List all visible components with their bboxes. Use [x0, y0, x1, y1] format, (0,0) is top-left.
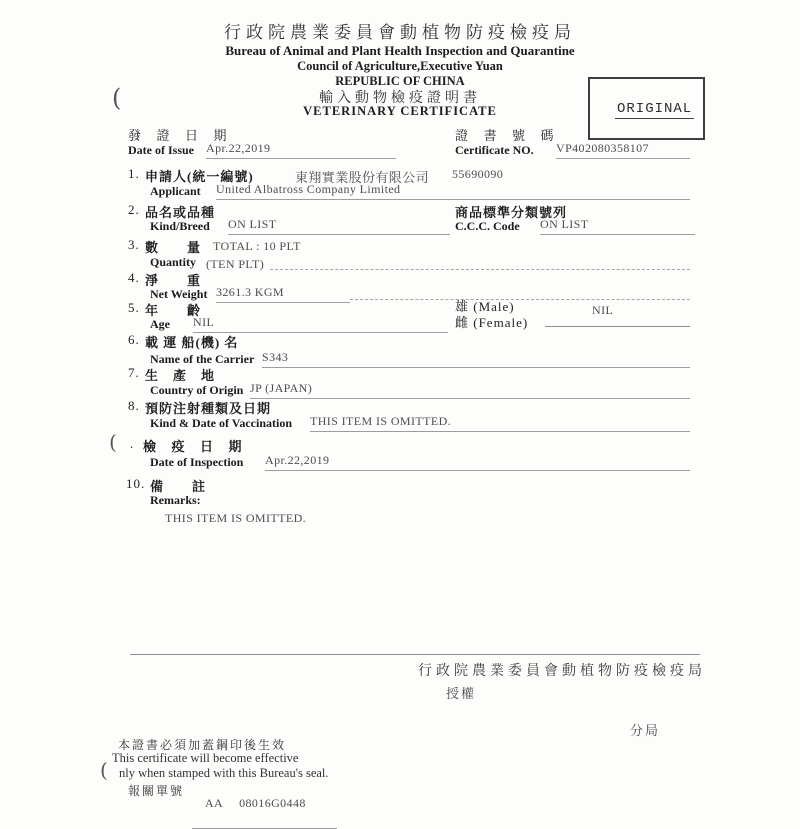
remarks-item-no: 10. [126, 476, 146, 491]
footer-bureau-zh: 行政院農業委員會動植物防疫檢疫局 [418, 664, 706, 679]
kind-value: ON LIST [228, 217, 450, 235]
certificate-no-value: VP402080358107 [556, 141, 690, 159]
vaccination-item-no: 8. [128, 398, 140, 413]
applicant-label-en: Applicant [150, 184, 201, 198]
remarks-label-zh: 備 註 [150, 479, 207, 494]
sex-value: NIL [592, 303, 614, 317]
carrier-value: S343 [262, 350, 690, 368]
declaration-prefix: AA [204, 796, 224, 810]
ccc-value: ON LIST [540, 217, 695, 235]
age-label-en: Age [150, 317, 170, 331]
seal-note-zh: 本證書必須加蓋鋼印後生效 [118, 738, 287, 752]
quantity-field-line [270, 255, 690, 270]
ccc-label-zh: 商品標準分類號列 [455, 205, 568, 220]
quantity-item-no: 3. [128, 237, 140, 252]
quantity-value-line2: (TEN PLT) [206, 257, 265, 271]
net-weight-field-line [350, 285, 690, 300]
applicant-value-en: United Albatross Company Limited [216, 182, 690, 200]
applicant-label-zh: 申請人(統一編號) [145, 169, 254, 184]
footer-branch-zh: 分局 [630, 723, 661, 738]
carrier-label-en: Name of the Carrier [150, 352, 255, 366]
date-of-issue-label-zh: 發 證 日 期 [128, 128, 230, 143]
original-stamp [588, 77, 705, 140]
sex-field-line [545, 326, 690, 327]
seal-note-en-line1: This certificate will become effective [112, 751, 299, 765]
vaccination-label-en: Kind & Date of Vaccination [150, 416, 293, 430]
kind-label-en: Kind/Breed [150, 219, 210, 233]
bureau-title-en: Bureau of Animal and Plant Health Inspection and Quarantine [225, 43, 575, 58]
net-weight-value: 3261.3 KGM [216, 285, 350, 303]
scan-artifact-middle: ( [109, 430, 117, 454]
kind-label-zh: 品名或品種 [145, 205, 216, 220]
vaccination-label-zh: 預防注射種類及日期 [145, 401, 272, 416]
applicant-tax-id: 55690090 [452, 167, 504, 181]
scan-artifact-bottom: ( [100, 758, 108, 782]
ccc-label-en: C.C.C. Code [455, 219, 520, 233]
footer-authorized-zh: 授權 [446, 686, 477, 701]
declaration-number: 08016G0448 [239, 796, 306, 810]
country-title-en: REPUBLIC OF CHINA [335, 74, 465, 88]
certificate-no-label-zh: 證 書 號 碼 [455, 128, 557, 143]
quantity-value-line1: TOTAL : 10 PLT [213, 239, 301, 253]
applicant-item-no: 1. [128, 166, 140, 181]
inspection-label-zh: 檢 疫 日 期 [143, 439, 245, 454]
remarks-value: THIS ITEM IS OMITTED. [165, 511, 307, 525]
age-label-zh: 年 齡 [145, 303, 202, 318]
net-weight-label-zh: 淨 重 [145, 273, 202, 288]
applicant-value-zh: 東翔實業股份有限公司 [295, 170, 430, 185]
remarks-label-en: Remarks: [150, 493, 201, 507]
origin-label-zh: 生 產 地 [145, 368, 216, 383]
inspection-item-no: . [130, 436, 135, 451]
scan-artifact-top: ( [112, 84, 122, 112]
date-of-issue-value: Apr.22,2019 [206, 141, 396, 159]
kind-item-no: 2. [128, 202, 140, 217]
inspection-label-en: Date of Inspection [150, 455, 244, 469]
male-label: 雄 (Male) [455, 299, 515, 314]
vaccination-value: THIS ITEM IS OMITTED. [310, 414, 690, 432]
origin-label-en: Country of Origin [150, 383, 244, 397]
net-weight-label-en: Net Weight [150, 287, 208, 301]
footer-divider-line [130, 654, 700, 655]
age-value: NIL [193, 315, 448, 333]
certificate-no-label-en: Certificate NO. [455, 143, 534, 157]
carrier-item-no: 6. [128, 332, 140, 347]
declaration-value [192, 781, 337, 829]
quantity-label-zh: 數 量 [145, 240, 202, 255]
certificate-title-zh: 輸入動物檢疫證明書 [319, 91, 481, 106]
quantity-label-en: Quantity [150, 255, 197, 269]
declaration-label-zh: 報關單號 [128, 784, 185, 798]
net-weight-item-no: 4. [128, 270, 140, 285]
date-of-issue-label-en: Date of Issue [128, 143, 194, 157]
council-title-en: Council of Agriculture,Executive Yuan [297, 59, 503, 73]
origin-item-no: 7. [128, 365, 140, 380]
certificate-title-en: VETERINARY CERTIFICATE [303, 104, 497, 118]
age-item-no: 5. [128, 300, 140, 315]
seal-note-en-line2: nly when stamped with this Bureau's seal. [119, 766, 329, 780]
bureau-title-zh: 行政院農業委員會動植物防疫檢疫局 [224, 23, 576, 42]
female-label: 雌 (Female) [455, 315, 529, 330]
inspection-value: Apr.22,2019 [265, 453, 690, 471]
origin-value: JP (JAPAN) [250, 381, 690, 399]
original-stamp-text: ORIGINAL [617, 101, 693, 117]
carrier-label-zh: 載 運 船(機) 名 [145, 335, 239, 350]
